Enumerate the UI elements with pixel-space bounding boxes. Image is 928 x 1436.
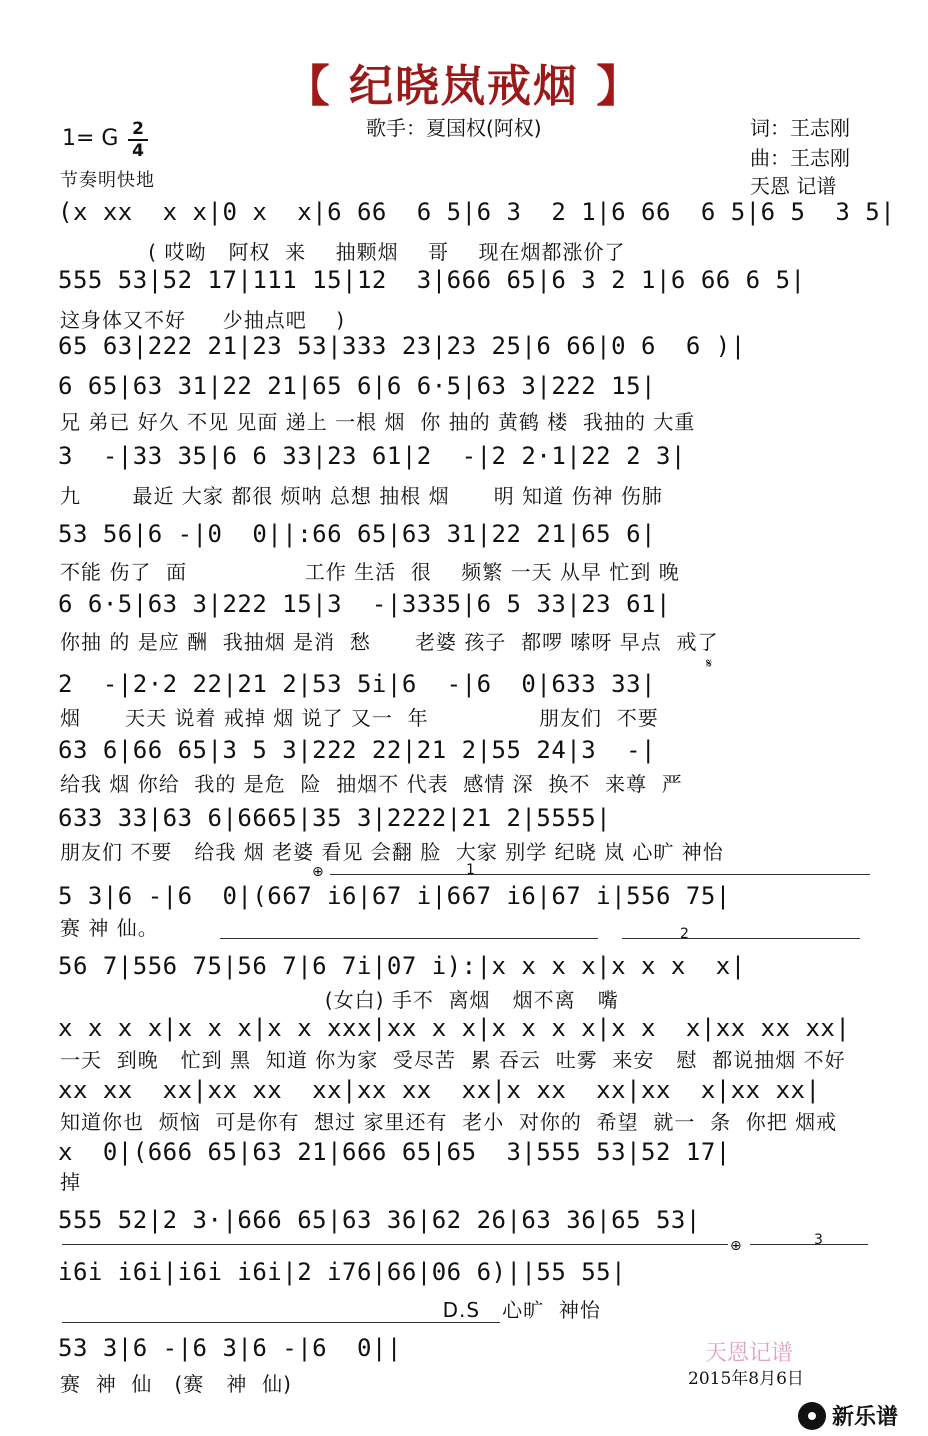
singer-label: 歌手：夏国权(阿权) xyxy=(366,116,542,140)
segno-symbol: 𝄋 xyxy=(706,656,713,672)
notation-line: x 0|(666 65|63 21|666 65|65 3|555 53|52 17| xyxy=(58,1138,731,1166)
notation-line: 65 63|222 21|23 53|333 23|23 25|6 66|0 6 6 )| xyxy=(58,332,746,360)
lyric-line: 赛 神 仙 (赛 神 仙) xyxy=(60,1372,292,1396)
title-text: 纪晓岚戒烟 xyxy=(349,61,579,112)
lyricist-credit: 词：王志刚 xyxy=(750,116,850,140)
notation-line: 633 33|63 6|6665|35 3|2222|21 2|5555| xyxy=(58,804,612,832)
lyric-line: 兄 弟已 好久 不见 见面 递上 一根 烟 你 抽的 黄鹤 楼 我抽的 大重 xyxy=(60,410,696,434)
date-label: 2015年8月6日 xyxy=(688,1369,804,1389)
volta-number-2: 2 xyxy=(680,926,689,942)
title-bracket-close: 】 xyxy=(596,61,643,112)
title-bracket-open: 【 xyxy=(285,61,332,112)
lyric-line: D.S 心旷 神怡 xyxy=(60,1298,601,1322)
notation-line: 63 6|66 65|3 5 3|222 22|21 2|55 24|3 -| xyxy=(58,736,656,764)
lyric-line: 掉 xyxy=(60,1170,81,1194)
lyric-line: 烟 天天 说着 戒掉 烟 说了 又一 年 朋友们 不要 xyxy=(60,706,659,730)
transcriber-signature: 天恩记谱 xyxy=(705,1341,794,1366)
song-title xyxy=(0,50,928,114)
lyric-line: 赛 神 仙。 xyxy=(60,916,159,940)
volta-bracket-1-end xyxy=(220,938,598,939)
lyric-line: 给我 烟 你给 我的 是危 险 抽烟不 代表 感情 深 换不 来尊 严 xyxy=(60,772,683,796)
transcriber-credit: 天恩 记谱 xyxy=(750,174,837,198)
notation-line: 3 -|33 35|6 6 33|23 61|2 -|2 2·1|22 2 3| xyxy=(58,442,686,470)
lyric-line: 你抽 的 是应 酬 我抽烟 是消 愁 老婆 孩子 都啰 嗦呀 早点 戒了 xyxy=(60,630,719,654)
volta-bracket-1 xyxy=(330,874,870,875)
notation-line: 5 3|6 -|6 0|(667 i6|67 i|667 i6|67 i|556 75| xyxy=(58,882,731,910)
lyric-line: 朋友们 不要 给我 烟 老婆 看见 会翻 脸 大家 别学 纪晓 岚 心旷 神怡 xyxy=(60,840,724,864)
volta-number-1: 1 xyxy=(466,862,475,878)
repeat-bracket xyxy=(62,1244,728,1245)
volta-bracket-3 xyxy=(750,1244,868,1245)
notation-line: 6 65|63 31|22 21|65 6|6 6·5|63 3|222 15| xyxy=(58,372,656,400)
notation-line: 6 6·5|63 3|222 15|3 -|3335|6 5 33|23 61| xyxy=(58,590,671,618)
volta-number-3: 3 xyxy=(814,1232,823,1248)
notation-line: i6i i6i|i6i i6i|2 i76|66|06 6)||55 55| xyxy=(58,1258,627,1286)
notation-line: x x x x|x x x|x x xxx|xx x x|x x x x|x x x|xx xx xx| xyxy=(58,1014,851,1042)
time-signature-top: 2 xyxy=(132,119,144,139)
notation-line: 56 7|556 75|56 7|6 7i|07 i):|x x x x|x x x x| xyxy=(58,952,746,980)
notation-line: 555 52|2 3·|666 65|63 36|62 26|63 36|65 53| xyxy=(58,1206,701,1234)
lyric-line: 这身体又不好 少抽点吧 ) xyxy=(60,308,346,332)
record-disc-icon xyxy=(798,1402,826,1430)
notation-line: xx xx xx|xx xx xx|xx xx xx|x xx xx|xx x|xx xx| xyxy=(58,1076,821,1104)
notation-line: 53 3|6 -|6 3|6 -|6 0|| xyxy=(58,1334,402,1362)
coda-symbol: ⊕ xyxy=(730,1238,742,1254)
notation-line: 53 56|6 -|0 0||:66 65|63 31|22 21|65 6| xyxy=(58,520,656,548)
lyric-line: 知道你也 烦恼 可是你有 想过 家里还有 老小 对你的 希望 就一 条 你把 烟戒 xyxy=(60,1110,838,1134)
lyric-line: (女白) 手不 离烟 烟不离 嘴 xyxy=(60,988,619,1012)
notation-line: 555 53|52 17|111 15|12 3|666 65|6 3 2 1|6 66 6 5| xyxy=(58,266,806,294)
notation-line: (x xx x x|0 x x|6 66 6 5|6 3 2 1|6 66 6 5|6 5 3 5| xyxy=(58,198,896,226)
coda-symbol: ⊕ xyxy=(312,864,324,880)
key-signature: 1= G xyxy=(62,126,119,151)
brand-logo xyxy=(798,1400,898,1431)
time-signature-bottom: 4 xyxy=(132,141,144,161)
volta-bracket-2 xyxy=(622,938,860,939)
slur-bracket xyxy=(62,1322,500,1323)
time-signature xyxy=(128,120,148,160)
lyric-line: 一天 到晚 忙到 黑 知道 你为家 受尽苦 累 吞云 吐雾 来安 慰 都说抽烟 不好 xyxy=(60,1048,846,1072)
lyric-line: ( 哎呦 阿权 来 抽颗烟 哥 现在烟都涨价了 xyxy=(60,240,626,264)
tempo-marking: 节奏明快地 xyxy=(60,170,155,191)
notation-line: 2 -|2·2 22|21 2|53 5i|6 -|6 0|633 33| xyxy=(58,670,656,698)
composer-credit: 曲：王志刚 xyxy=(750,146,850,170)
lyric-line: 不能 伤了 面 工作 生活 很 频繁 一天 从早 忙到 晚 xyxy=(60,560,680,584)
brand-text: 新乐谱 xyxy=(832,1405,899,1430)
lyric-line: 九 最近 大家 都很 烦呐 总想 抽根 烟 明 知道 伤神 伤肺 xyxy=(60,484,663,508)
